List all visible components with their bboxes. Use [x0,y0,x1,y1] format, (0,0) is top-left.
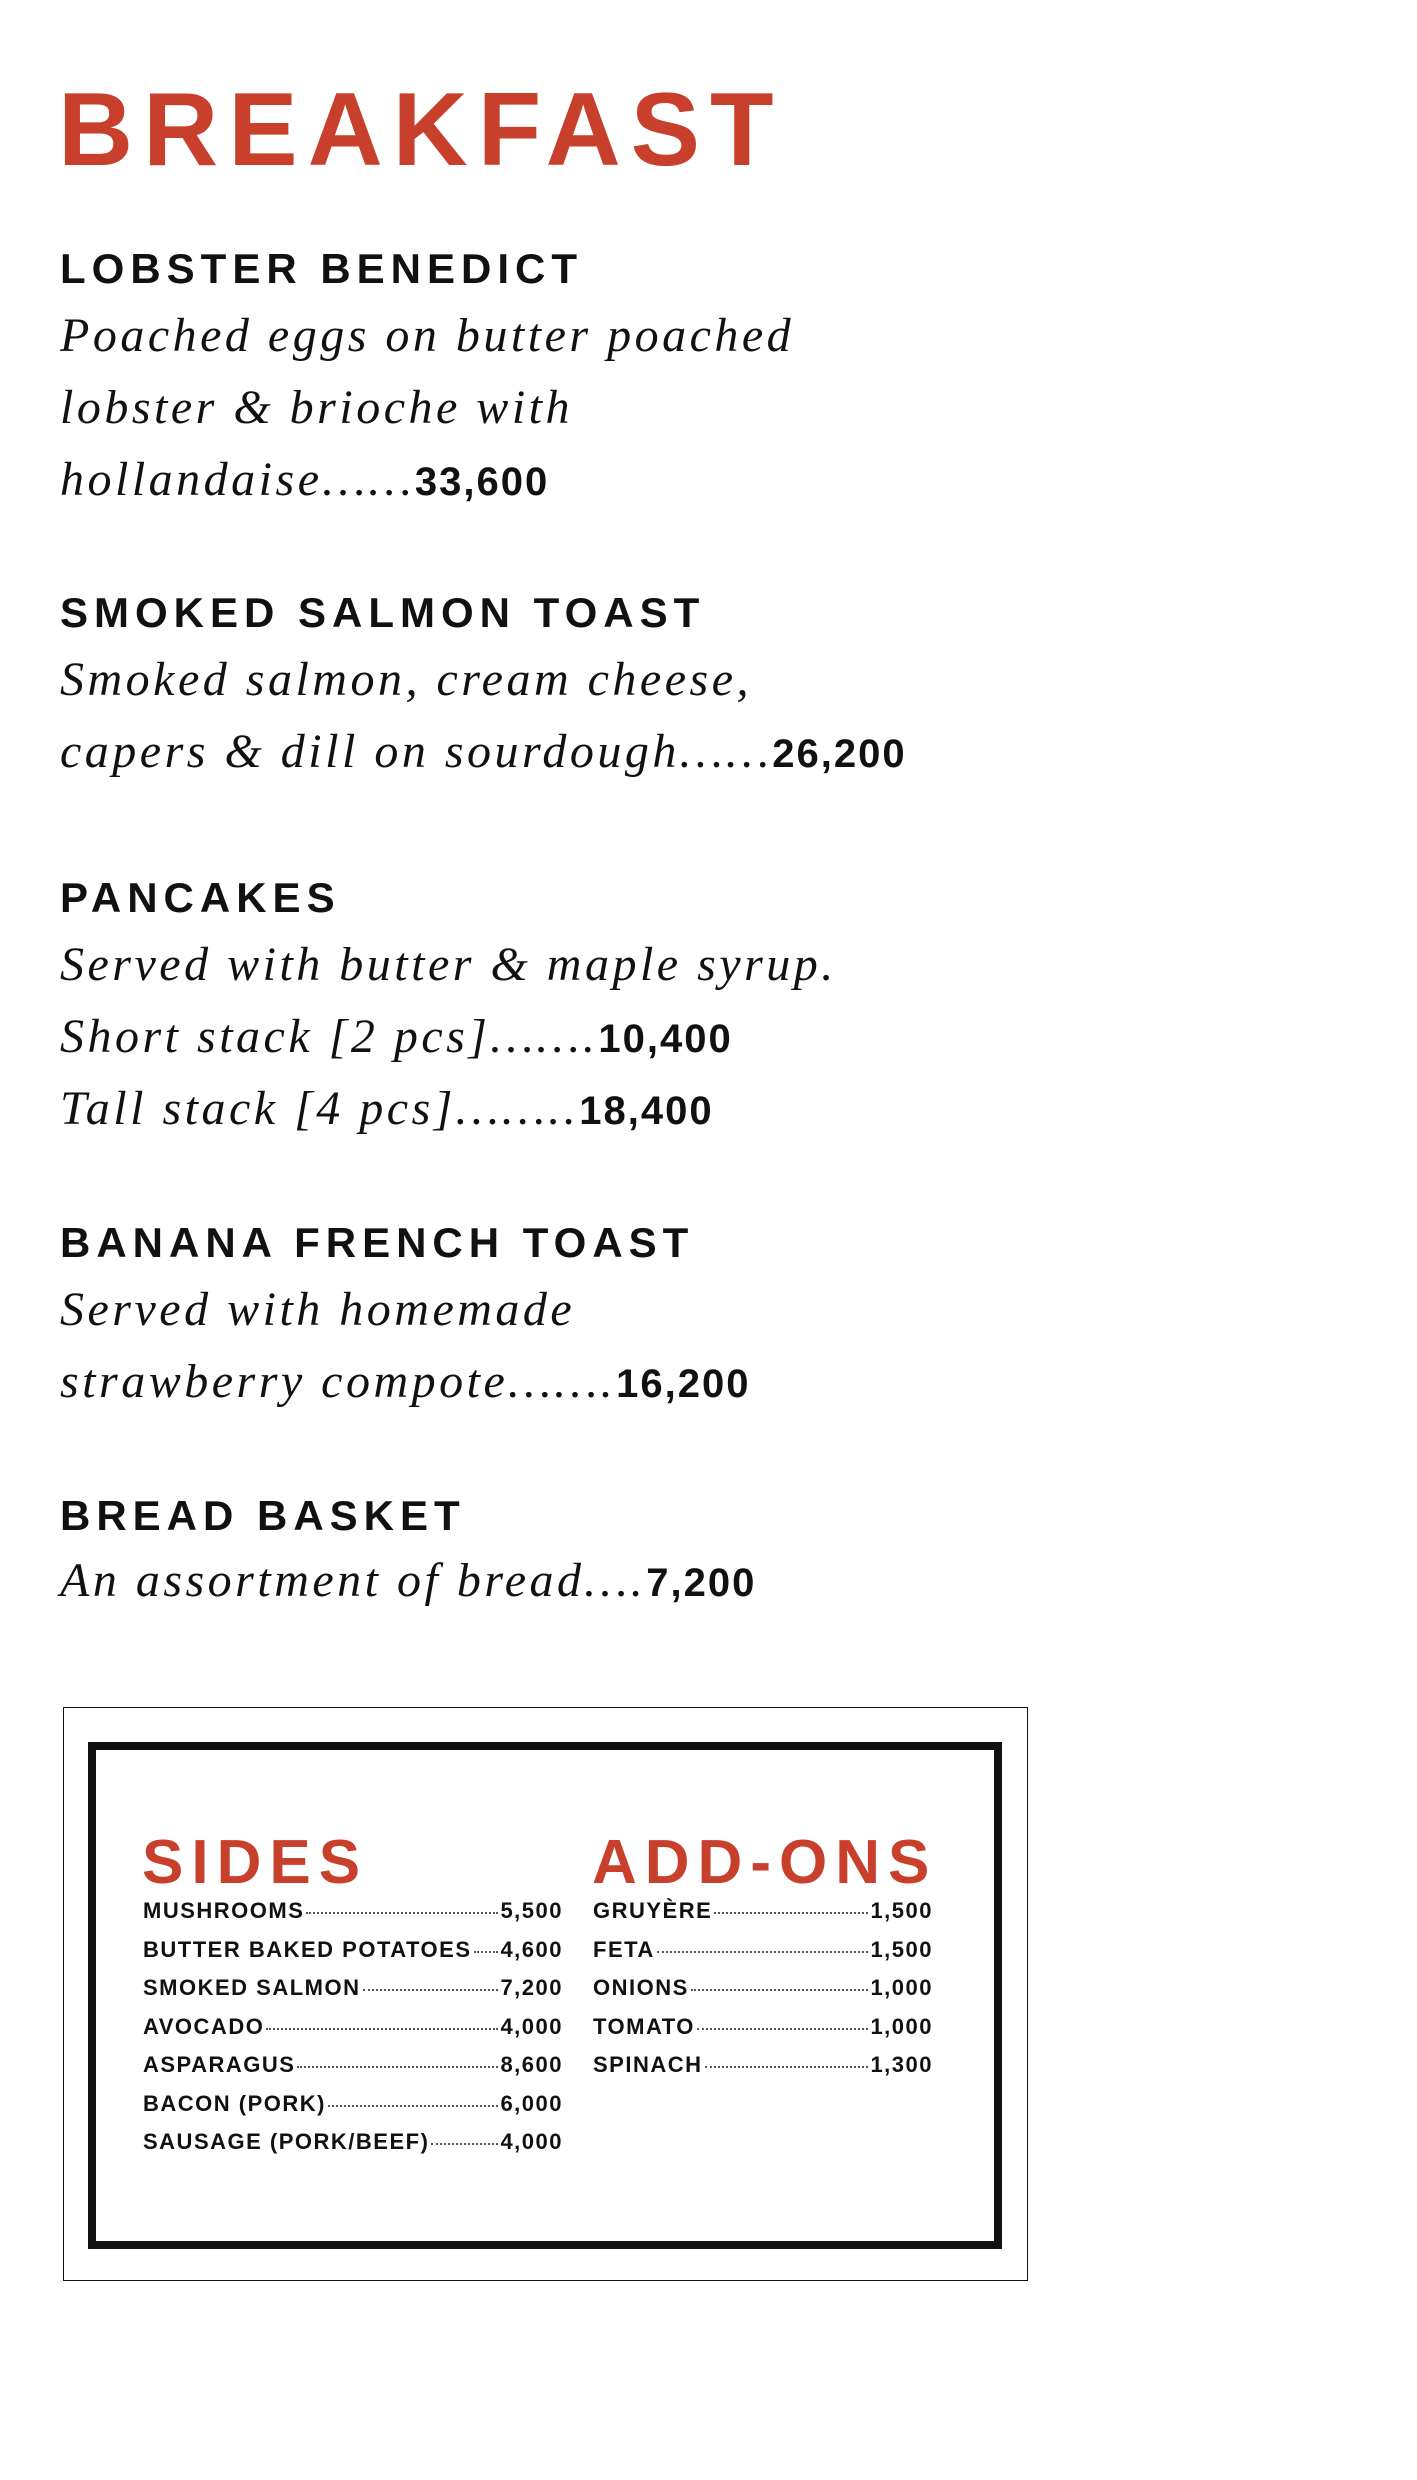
item-price: 16,200 [616,1362,751,1406]
dot-leader [431,2143,498,2145]
side-price: 4,600 [500,1936,563,1962]
item-price: 7,200 [646,1561,757,1605]
item-desc-line [60,725,907,778]
list-item [143,2052,563,2091]
addon-price: 1,300 [870,2052,933,2077]
side-price: 5,500 [500,1898,563,1923]
item-desc-text: hollandaise…… [60,453,415,506]
list-item [143,1898,563,1937]
dot-leader [328,2105,498,2107]
side-price: 4,000 [500,2013,563,2039]
list-item [143,2014,563,2053]
dot-leader [697,2028,869,2030]
addons-title: ADD-ONS [592,1828,938,1897]
list-item [593,2014,933,2053]
dot-leader [363,1989,499,1991]
item-name-bread-basket: BREAD BASKET [60,1492,466,1539]
addon-price: 1,000 [870,1975,933,2000]
item-desc-line [60,1010,733,1063]
list-item [143,1975,563,2014]
dot-leader [705,2066,869,2068]
addon-name: SPINACH [593,2052,703,2077]
dot-leader [657,1951,869,1953]
addon-price: 1,000 [870,2013,933,2039]
side-name: MUSHROOMS [143,1898,305,1923]
menu-title: BREAKFAST [58,72,784,188]
list-item [143,2129,563,2168]
item-name-lobster-benedict: LOBSTER BENEDICT [60,245,584,292]
side-price: 7,200 [500,1975,563,2000]
item-desc-line [60,453,550,506]
list-item [143,2091,563,2130]
addons-list [593,1898,933,2091]
item-desc-text: Short stack [2 pcs]……. [60,1010,599,1063]
item-name-banana-french-toast: BANANA FRENCH TOAST [60,1219,695,1266]
addon-name: ONIONS [593,1975,689,2000]
side-name: BACON (PORK) [143,2090,326,2116]
item-desc-line: Served with butter & maple syrup. [60,938,837,991]
side-name: SMOKED SALMON [143,1975,361,2000]
list-item [143,1937,563,1976]
addon-name: GRUYÈRE [593,1898,713,1923]
item-price: 26,200 [772,732,907,776]
item-name-pancakes: PANCAKES [60,874,341,921]
item-desc-line [60,1355,751,1408]
dot-leader [306,1912,498,1914]
dot-leader [714,1912,868,1914]
item-desc-line: Poached eggs on butter poached [60,309,795,362]
item-desc-text: capers & dill on sourdough…… [60,725,773,778]
item-desc-line: lobster & brioche with [60,381,573,434]
side-name: SAUSAGE (PORK/BEEF) [143,2129,430,2154]
item-price: 33,600 [414,460,550,504]
side-name: BUTTER BAKED POTATOES [143,1936,472,1962]
dot-leader [266,2028,498,2030]
side-name: AVOCADO [143,2013,265,2039]
dot-leader [691,1989,869,1991]
list-item [593,1975,933,2014]
item-price: 10,400 [598,1017,733,1061]
item-desc-text: An assortment of bread…. [60,1554,647,1607]
addon-price: 1,500 [870,1936,933,1962]
item-desc-line [60,1554,757,1607]
item-desc-line [60,1082,714,1135]
addon-name: FETA [593,1936,655,1962]
addon-name: TOMATO [593,2013,695,2039]
list-item [593,1937,933,1976]
item-desc-line: Smoked salmon, cream cheese, [60,653,753,706]
list-item [593,1898,933,1937]
item-desc-text: strawberry compote……. [60,1355,617,1408]
side-price: 8,600 [500,2052,563,2077]
item-name-smoked-salmon-toast: SMOKED SALMON TOAST [60,589,706,636]
side-name: ASPARAGUS [143,2052,296,2077]
side-price: 4,000 [500,2129,563,2154]
dot-leader [297,2066,498,2068]
item-desc-line: Served with homemade [60,1283,576,1336]
sides-list [143,1898,563,2168]
side-price: 6,000 [500,2090,563,2116]
list-item [593,2052,933,2091]
sides-title: SIDES [142,1828,369,1897]
item-price: 18,400 [579,1089,714,1133]
addon-price: 1,500 [870,1898,933,1923]
item-desc-text: Tall stack [4 pcs]…….. [60,1082,580,1135]
dot-leader [474,1951,499,1953]
